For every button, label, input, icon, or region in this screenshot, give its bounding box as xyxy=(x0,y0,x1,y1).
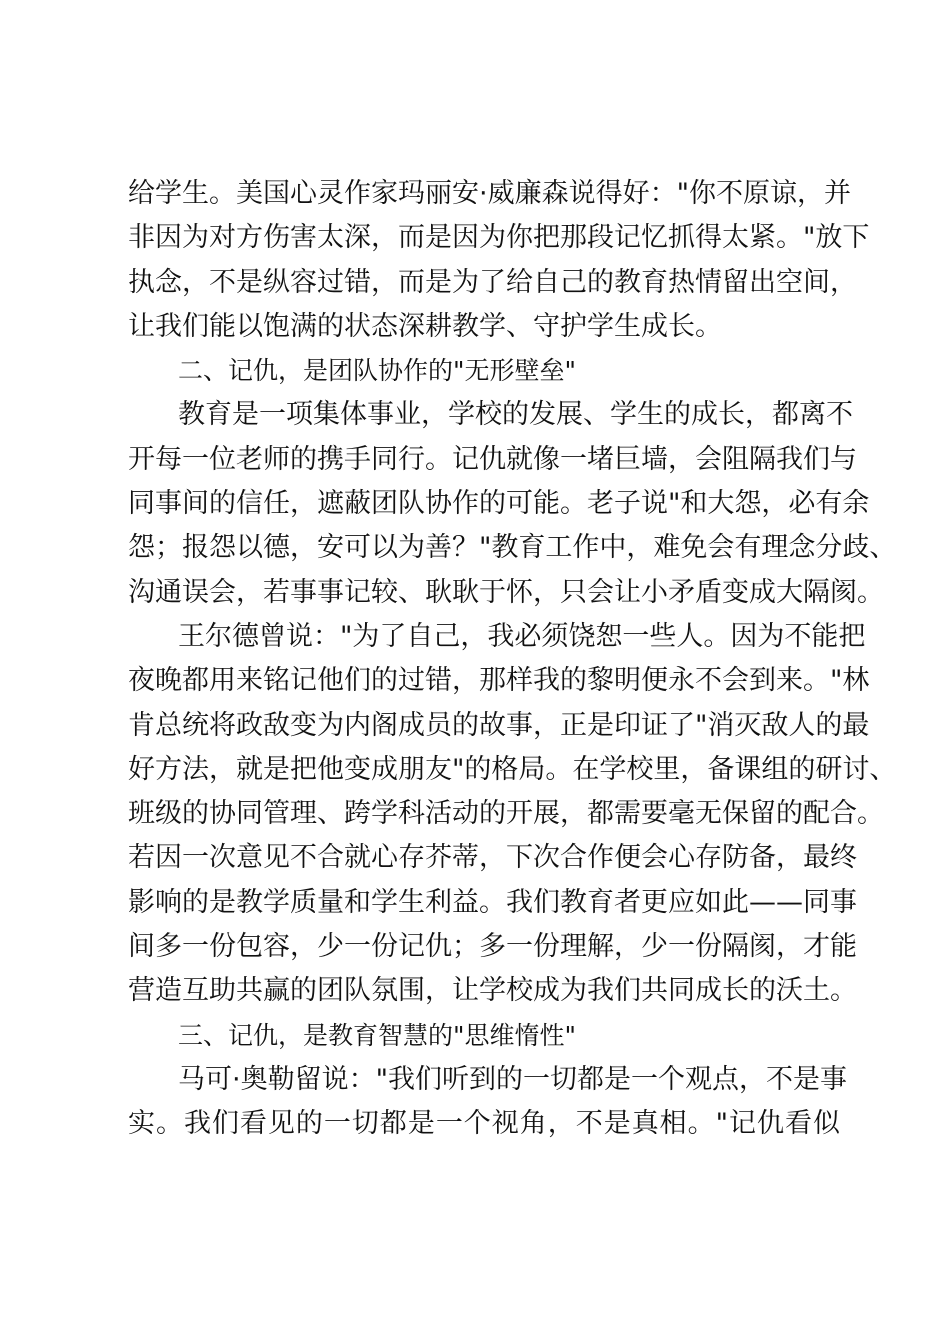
paragraph-line: 营造互助共赢的团队氛围，让学校成为我们共同成长的沃土。 xyxy=(128,975,857,1007)
paragraph-line: 班级的协同管理、跨学科活动的开展，都需要毫无保留的配合。 xyxy=(128,798,884,830)
paragraph-line: 夜晚都用来铭记他们的过错，那样我的黎明便永不会到来。"林 xyxy=(128,665,870,697)
paragraph-line: 执念，不是纵容过错，而是为了给自己的教育热情留出空间， xyxy=(128,266,857,298)
paragraph-line: 王尔德曾说："为了自己，我必须饶恕一些人。因为不能把 xyxy=(178,620,866,652)
paragraph-line: 让我们能以饱满的状态深耕教学、守护学生成长。 xyxy=(128,310,722,342)
paragraph-line: 影响的是教学质量和学生利益。我们教育者更应如此——同事 xyxy=(128,886,857,918)
paragraph-line: 沟通误会，若事事记较、耿耿于怀，只会让小矛盾变成大隔阂。 xyxy=(128,576,884,608)
paragraph-line: 实。我们看见的一切都是一个视角，不是真相。"记仇看似 xyxy=(128,1108,840,1140)
paragraph-line: 非因为对方伤害太深，而是因为你把那段记忆抓得太紧。"放下 xyxy=(128,222,870,254)
paragraph-line: 好方法，就是把他变成朋友"的格局。在学校里，备课组的研讨、 xyxy=(128,753,897,785)
paragraph-line: 给学生。美国心灵作家玛丽安·威廉森说得好："你不原谅，并 xyxy=(128,178,852,209)
section-heading-2: 二、记仇，是团队协作的"无形壁垒" xyxy=(178,356,576,386)
body-text xyxy=(128,172,897,1147)
paragraph-line: 若因一次意见不合就心存芥蒂，下次合作便会心存防备，最终 xyxy=(128,842,857,874)
paragraph-line: 间多一份包容，少一份记仇；多一份理解，少一份隔阂，才能 xyxy=(128,931,857,963)
section-heading-3: 三、记仇，是教育智慧的"思维惰性" xyxy=(178,1020,576,1050)
paragraph-line: 教育是一项集体事业，学校的发展、学生的成长，都离不 xyxy=(178,399,853,431)
paragraph-line: 肯总统将政敌变为内阁成员的故事，正是印证了"消灭敌人的最 xyxy=(128,709,870,741)
paragraph-line: 马可·奥勒留说："我们听到的一切都是一个观点，不是事 xyxy=(178,1063,848,1095)
paragraph-line: 怨；报怨以德，安可以为善？"教育工作中，难免会有理念分歧、 xyxy=(128,532,897,564)
paragraph-line: 同事间的信任，遮蔽团队协作的可能。老子说"和大怨，必有余 xyxy=(128,488,870,520)
paragraph-line: 开每一位老师的携手同行。记仇就像一堵巨墙，会阻隔我们与 xyxy=(128,443,857,475)
